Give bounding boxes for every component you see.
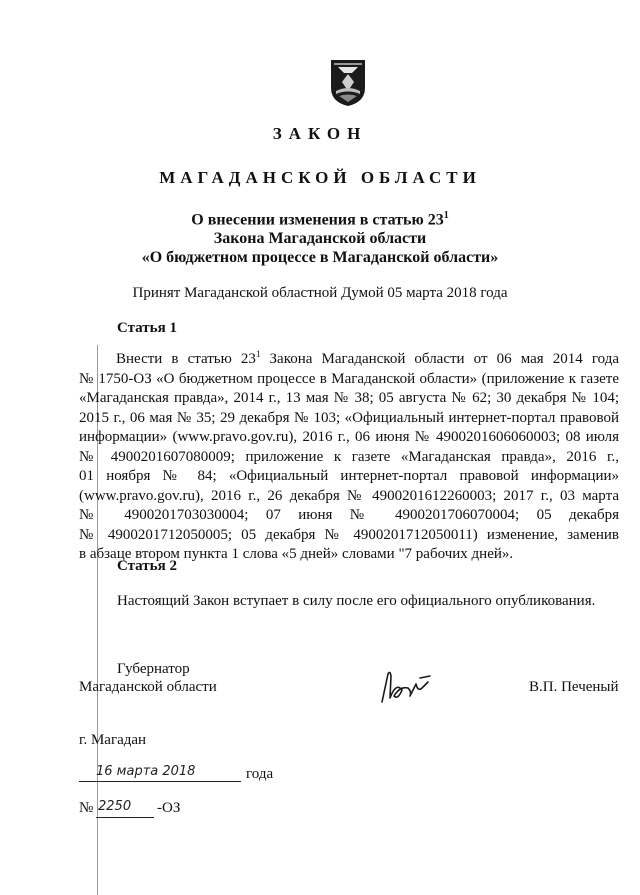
article-1-line: «Магаданская правда», 2014 г., 13 мая № 38; 05 августа № 62; 30 декабря № 104; — [79, 390, 619, 406]
article-1-line: 2015 г., 06 мая № 35; 29 декабря № 103; «Официальный интернет-портал правовой — [79, 409, 619, 426]
article-1-line: № 4900201607080009; приложение к газете «Магаданская правда», 2016 г., — [79, 448, 619, 465]
article-1-heading: Статья 1 — [117, 320, 177, 336]
governor-name: В.П. Печеный — [529, 679, 619, 695]
article-1-line: информации» (www.pravo.gov.ru), 2016 г., 06 июня № 4900201606060003; 08 июля — [79, 429, 619, 445]
subject-line-2: Закона Магаданской области — [213, 230, 427, 248]
article-1-text — [79, 350, 619, 565]
article-1-line: № 1750-ОЗ «О бюджетном процессе в Магаданской области» (приложение к газете — [79, 370, 619, 387]
article-2-text: Настоящий Закон вступает в силу после его официального опубликования. — [117, 593, 596, 609]
article-1-line: № 4900201703030004; 07 июня № 4900201706070004; 05 декабря — [79, 507, 619, 523]
number-underline — [96, 817, 154, 818]
place: г. Магадан — [79, 732, 147, 748]
region-title: МАГАДАНСКОЙ ОБЛАСТИ — [159, 168, 481, 187]
article-2-heading: Статья 2 — [117, 558, 177, 574]
date-underline — [79, 781, 241, 782]
date-suffix: года — [246, 766, 274, 782]
handwritten-signature — [378, 668, 436, 708]
subject-line-1: О внесении изменения в статью $23^1$ — [191, 210, 449, 229]
document-title: ЗАКОН — [272, 124, 368, 143]
handwritten-number: 2250 — [98, 799, 132, 814]
article-1-line: Внести в статью $23^1$ Закона Магаданской области от 06 мая 2014 года — [116, 349, 619, 367]
article-1-line: в абзаце втором пункта 1 слова «5 дней» словами "7 рабочих дней». — [79, 546, 514, 562]
article-1-line: 01 ноября № 84; «Официальный интернет-портал правовой информации» — [79, 468, 619, 484]
coat-of-arms-icon — [329, 58, 367, 108]
article-1-line: № 4900201712050005; 05 декабря № 4900201712050011) изменение, заменив — [79, 526, 619, 543]
law-subject — [0, 206, 640, 267]
governor-title: Губернатор — [117, 661, 190, 677]
number-suffix: -ОЗ — [157, 800, 181, 816]
adoption-note: Принят Магаданской областной Думой 05 марта 2018 года — [132, 285, 508, 301]
subject-line-3: «О бюджетном процессе в Магаданской области» — [141, 249, 499, 267]
handwritten-date: 16 марта 2018 — [96, 764, 196, 779]
number-prefix: № — [79, 800, 94, 816]
governor-region: Магаданской области — [79, 679, 217, 695]
article-1-line: (www.pravo.gov.ru), 2016 г., 26 декабря № 4900201612260003; 2017 г., 03 марта — [79, 487, 619, 504]
